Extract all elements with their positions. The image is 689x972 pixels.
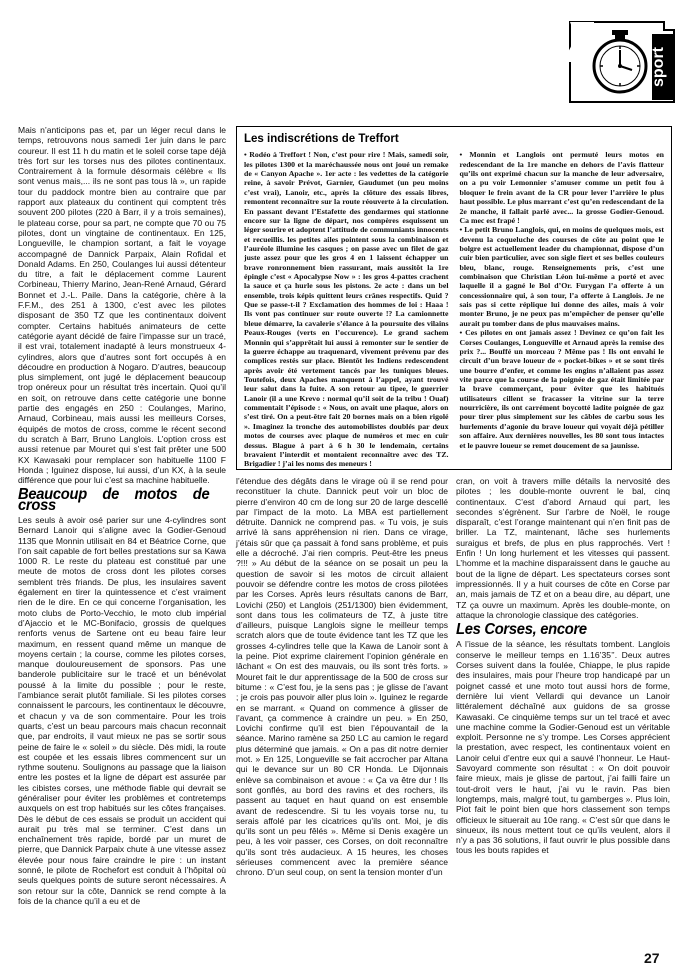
sidebar-box-indiscretions bbox=[236, 126, 672, 470]
column-left bbox=[18, 125, 226, 945]
article-section-corses: A l’issue de la séance, les résultats tombent. Langlois conserve le meilleur temps en 1.16’35’’. Deux autres Corses suivent dans la foulée, Chiappe, le plus rapide des insulaires, mais pour l’heure trop handicapé par un poignet cassé et une moto tout aussi hors de forme, dernière lui vient Vellardi qui devance un Lanoir littéralement déchaîné aux guidons de sa grosse Kawasaki. Ce cinquième temps sur un tel tracé et avec une machine comme la Godier-Genoud est un véritable exploit. Personne ne s’y trompe. Les Corses apprécient la prestation, avec respect, les continentaux voient en Lanoir celui d’entre eux qui a sauvé l’honneur. Le Haut-Savoyard commente son résultat : « On doit pouvoir faire mieux, mais je glisse de partout, j’ai failli faire un tout-droit vers le haut, j’ai vu le ravin. Pas bien longtemps, mais, malgré tout, tu gamberges ». Plus loin, Piot fait le point bien que hors classement son temps officieux le situerait au 10e rang. « C’est sûr que dans le sinueux, ils nous mettent tout ce qu’ils veulent, alors il n’y a pas 36 solutions, il faut ouvrir le plus possible dans tous les bouts rapides et bbox=[456, 639, 670, 856]
section-heading-corses: Les Corses, encore bbox=[456, 621, 587, 639]
box-paragraph: • Rodéo à Treffort ! Non, c’est pour rire ! Mais, samedi soir, les pilotes 1300 et la maréchaussée nous ont joué un remake de « Canyon Apache ». 1er acte : les vedettes de la catégorie reine, à savoir Prévot, Garnier, Gaudumet (un peu moins c’est vrai), Lanoir, etc., après la clôture des essais libres, remontent reconnaître sur la route réouverte à la circulation. En passant devant l’Estafette des gendarmes qui stationne encore sur la ligne de départ, nos compères esquissent un léger sourire et adoptent l’attitude de communiants innocents et recueillis. les petites ailes pointent sous la combinaison et l’auréole illumine les casques ; on passe avec un filet de gaz juste assez pour que les gros 4 en 1 laissent échapper un brave ronronnement bien rassurant, mais aussitôt la 1re épingle c’est « Apocalypse Now » : les gros 4-pattes crachent la sauce et ça hurle sous les pistons. 2e acte : dans un bel ensemble, trois képis quittent leurs crânes respectifs. Quid ? Que se passe-t-il ? Exclamation des hommes de loi : Haaa ! Ils vont pas continuer sur route ouverte !? La camionnette bleue démarre, la cavalerie s’élance à la poursuite des vilains Peaux-Rouges (verts en l’occurence). Le grand sachem Monnin qui s’apprêtait lui aussi à remonter sur le sentier de la guerre échappe au traquenard, vivement prévenu par des complices restés sur place. Bientôt les Indiens redescendent après avoir été vertement tancés par les tuniques bleues. Toutefois, deux Apaches manquent à l’appel, ayant trouvé leur salut dans la fuite. A son retour au tipee, le guerrier Lanoir (il a une Krevo : normal qu’il soit de la tribu ! Ouaf) commentait l’épisode : « Nous, on avait une plaque, alors on s’est tiré. On a peut-être fait 20 bornes mais on a bien rigolé ». Imaginez la tronche des automobilistes doublés par deux motos de courses avec plaque de numéros et mec en cuir dessus. Blague à part à 6 h 30 le lendemain, certains bravaient l’interdit et montaient reconnaître avec des TZ. Brigadier ! j’ai les noms des meneurs ! bbox=[244, 150, 449, 469]
article-intro: Mais n’anticipons pas et, par un léger recul dans le temps, retrouvons nous samedi 1er juin dans le parc coureur. Il est 11 h du matin et le soleil corse tape déjà très fort sur les torses nus des pilotes continentaux. Contrairement à la formule désormais célèbre « Ils sont venus mais,... ils ne sont pas tous là », un rapide tour du paddock montre bien au contraire que par rapport aux plateaux du continent qui comptent très souvent 200 pilotes (220 à Barr, il y a trois semaines), le plateau corse, pour sa part, ne compte que 70 ou 75 pilotes, dont un vingtaine de continentaux. En 125, Longueville, le champion sortant, a fait le voyage accompagné de Dannick Parpaix, Alain Rofidal et Donald Adams. En 250, Coulanges lui aussi détenteur du titre, a fait le déplacement comme Laurent Corbineau, Thierry Marino, Jean-René Arnaud, Gérard Bonnet et J.-L. Paile. Dans la catégorie, chère à la F.F.M., des 251 à 1300, c’est avec les pilotes disposant de 350 TZ que les continentaux doivent compter. Certains habitués animateurs de cette catégorie ayant décidé de faire l’impasse sur un tracé, il est vrai, totalement inadapté à leurs monstrueux 4-cylindres, alors que d’autres sont fort occupés à en découdre en production à Nogaro. D’autres, beaucoup plus simplement, ont jugé le déplacement beaucoup trop onéreux pour un résultat très incertain. Quoi qu’il en soit, on retrouve dans cette catégorie une bonne partie des engagés en 250 : Coulanges, Marino, Arnaud, Corbineau, mais aussi les meilleurs Corses, équipés de motos de cross, comme le récent second du scratch à Barr, Bruno Langlois. L’option cross est aussi retenue par Mouret qui s’est fait prêter une 500 KX Kawasaki pour remplacer son habituelle 1100 F Honda ; Iguinez dispose, lui aussi, d’un KX, à la seule différence que pour lui c’est sa machine habituelle. bbox=[18, 125, 226, 486]
column-right bbox=[456, 476, 670, 946]
box-paragraph: • Ces pilotes en ont jamais assez ! Devinez ce qu’on fait les Corses Coulanges, Longueville et Arnaud après la remise des prix ?... Bouffé un morceau ? Même pas ! Ils ont envahi le circuit d’un brave loueur de « pocket-bikes » et se sont tirés une bourre d’enfer, et comme les engins n’allaient pas assez vite parce que la course de la poignée de gaz était limitée par la brave commerçant, pour éviter que les habitués utilisateurs cillent se fracasser la vitrine sur la terre nourricière, ils ont carrément boycotté ladite poignée de gaz pour tirer plus simplement sur les câbles de carbu sous les hurlements d’agonie du brave loueur qui voyait déjà pétiller son affaire. Aux dernières nouvelles, les 80 sont tous intactes et le pauvre loueur se remet doucement de sa jaunisse. bbox=[459, 328, 664, 450]
section-heading-cross: Beaucoup de motos de cross bbox=[18, 486, 210, 514]
article-text: l’étendue des dégâts dans le virage où il se rend pour reconstituer la chute. Dannick peut voir un bloc de pierre d’environ 40 cm de long sur 20 de large descellé par l’impact de la moto. La MBA est partiellement détruite. Dannick ne comprend pas. « Tu vois, je suis arrivé là sans appréhension ni rien. Dans ce virage, j’étais sûr que ça passait à fond sans problème, et puis elle a décroché. J’ai rien compris. Peut-être les pneus ?!!! » Au début de la séance on se posait un peu la question de savoir si les motos de circuit allaient pouvoir se défendre contre les motos de cross pilotées par les Corses. Après leurs résultats canons de Barr, Lovichi (250) et Langlois (251/1300) bien évidemment, sont dans tous les colimateurs de TZ, à juste titre d’ailleurs, puisque Langlois signe le meilleur temps scratch alors que de toute évidence tant les TZ que les grosses 4-cylindres telle que la Kawa de Lanoir sont à la peine. Piot exprime clairement l’opinion générale en lâchant « On est des mauvais, ou ils sont très forts. » Mouret fait le dur apprentissage de la 500 de cross sur bitume : « C’est fou, je la sens pas ; je glisse de l’avant ; je crois pas pouvoir aller plus loin ». Iguinez le regarde en se marrant. « Quand on commence à glisser de l’avant, ça commence à craindre un peu. » En 250, Lovichi confirme qu’il est bien l’épouvantail de la séance. Marino ramène sa 250 LC au camion le regard plus déterminé que jamais. « On a pas dit notre dernier mot. » En 125, Longueville se fait accrocher par Altana qui le devance sur un 80 CR Honda. Le Dijonnais enlève sa combinaison et avoue : « Ça va être dur ! Ils sont gonflés, au bord des ravins et des rochers, ils passent au taquet en haut quand on est ensemble avant de redescendre. Si tu les voyais torse nu, tu serais affolé par les cicatrices qu’ils ont. Moi, je dis qu’ils sont un peu fêlés ». Même si Denis exagère un peu, à les voir passer, ces Corses, on doit reconnaître qu’ils sont très audacieux. A 15 heures, les choses sérieuses commencent avec la première séance chrono. D’un seul coup, on sent la tension monter d’un bbox=[236, 476, 448, 878]
article-text: cran, on voit à travers mille détails la nervosité des pilotes ; les double-monte ouvrent le bal, cinq continentaux. C’est d’abord Arnaud qui part, les secondes s’égrènent. Sur l’arbre de Noël, le rouge disparaît, c’est l’orange maintenant qui n’en finit pas de briller. La TZ, maintenant, lâche ses hurlements suraigus et brefs, de plus en plus rapprochés. Vert ! Enfin ! Un long hurlement et les vitesses qui passent. L’homme et la machine disparaissent dans le gauche au bout de la ligne de départ. Les spectateurs corses sont impressionnés. Il y a huit courses de côte en Corse par an, mais jamais de TZ et on a beau dire, au départ, une TZ ça ouvre un maximum. Après les double-monte, on attaque la chronologie classique des catégories. bbox=[456, 476, 670, 620]
article-section-cross: Les seuls à avoir osé parier sur une 4-cylindres sont Bernard Lanoir qui s’aligne avec la Godier-Genoud 1135 que Monnin utilisait en 84 et Béatrice Corne, que l’on sait capable de fort belles prestations sur sa Kawa 1000 R. Le reste du plateau est constitué par une meute de motos de cross dont les pilotes corses semblent très friands. De plus, les insulaires savent également en tirer la quintessence et c’est vraiment rien de le dire. En ce qui concerne l’organisation, les moto clubs de Porto-Vecchio, le moto club impérial d’Ajaccio et le MC-Bonifacio, grossis de quelques renforts venus de Sartene ont eu beau faire leur maximum, en ressent quand même un manque de moyens certain ; la course, comme les pilotes corses, manque douloureusement de sponsors. Pas une banderole publicitaire sur le tracé et un bénévolat poussé à la limite du possible ; pour le reste, l’ambiance serait plutôt familiale. Si les pilotes corses connaissent le parcours, les continentaux le découvre, et chacun y va de son commentaire. Pour les trois quarts, c’est un beau parcours mais chacun reconnait que, par endroits, il vaut mieux ne pas se sortir sous peine de faire le « soleil » du siècle. Dès midi, la route est coupée et les essais libres commencent sur un rythme soutenu. Soulignons au passage que la liaison entre les postes et la ligne de départ est assurée par les cibistes corses, une méthode fiable qui devrait se généraliser pour éviter les problèmes et contretemps auxquels on est trop habitués sur les côtes françaises. Dès le début de ces essais se produit un accident qui aurait pu très mal se terminer. C’est dans un enchaînement très rapide, bordé par un muret de pierre, que Dannick Parpaix chute à une vitesse assez élevée pour nous faire craindre le pire : un instant sonné, le pilote de Rochefort est conduit à l’hôpital où seuls quelques points de suture seront nécessaires. A son retour sur la côte, Dannick se rend compte à la fois de la chance qu’il a eu et de bbox=[18, 514, 226, 906]
box-paragraph: • Le petit Bruno Langlois, qui, en moins de quelques mois, est devenu la coqueluche des courses de côte au point que le bolgre est actuellement leader du championnat, dispose d’un cuir bien particulier, avec son sigle fiert et ses belles couleurs bleu, blanc, rouge. Renseignements pris, c’est une combinaison que Christian Léon lui-même a porté et avec laquelle il a gagné le Bol d’Or. Furygan l’a offerte à un concessionnaire qui, à son tour, l’a offerte à Langlois. Je ne sais pas si cette réplique lui donne des ailes, mais à voir monter Bruno, je ne peux pas m’empêcher de penser qu’elle aurait pu tomber dans de plus mauvaises mains. bbox=[459, 225, 664, 328]
box-title: Les indiscrétions de Treffort bbox=[244, 133, 399, 145]
box-paragraph: • Monnin et Langlois ont permuté leurs motos en redescendant de la 1re manche en dehors de l’avis flatteur qu’ils ont exprimé chacun sur la manche de leur adversaire, on a pu voir Lemonnier s’amuser comme un petit fou à bloquer le frein avant de la CR pour lever l’arrière le plus haut possible. Le plus marrant c’est qu’en redescendant de la 2e manche, il fallait parlé avec... la grosse Godier-Genoud. Ca mec est frapé ! bbox=[459, 150, 664, 225]
column-middle bbox=[236, 476, 448, 946]
logo-label: sport bbox=[650, 47, 667, 87]
sport-logo bbox=[560, 12, 684, 112]
page-number: 27 bbox=[644, 950, 660, 966]
